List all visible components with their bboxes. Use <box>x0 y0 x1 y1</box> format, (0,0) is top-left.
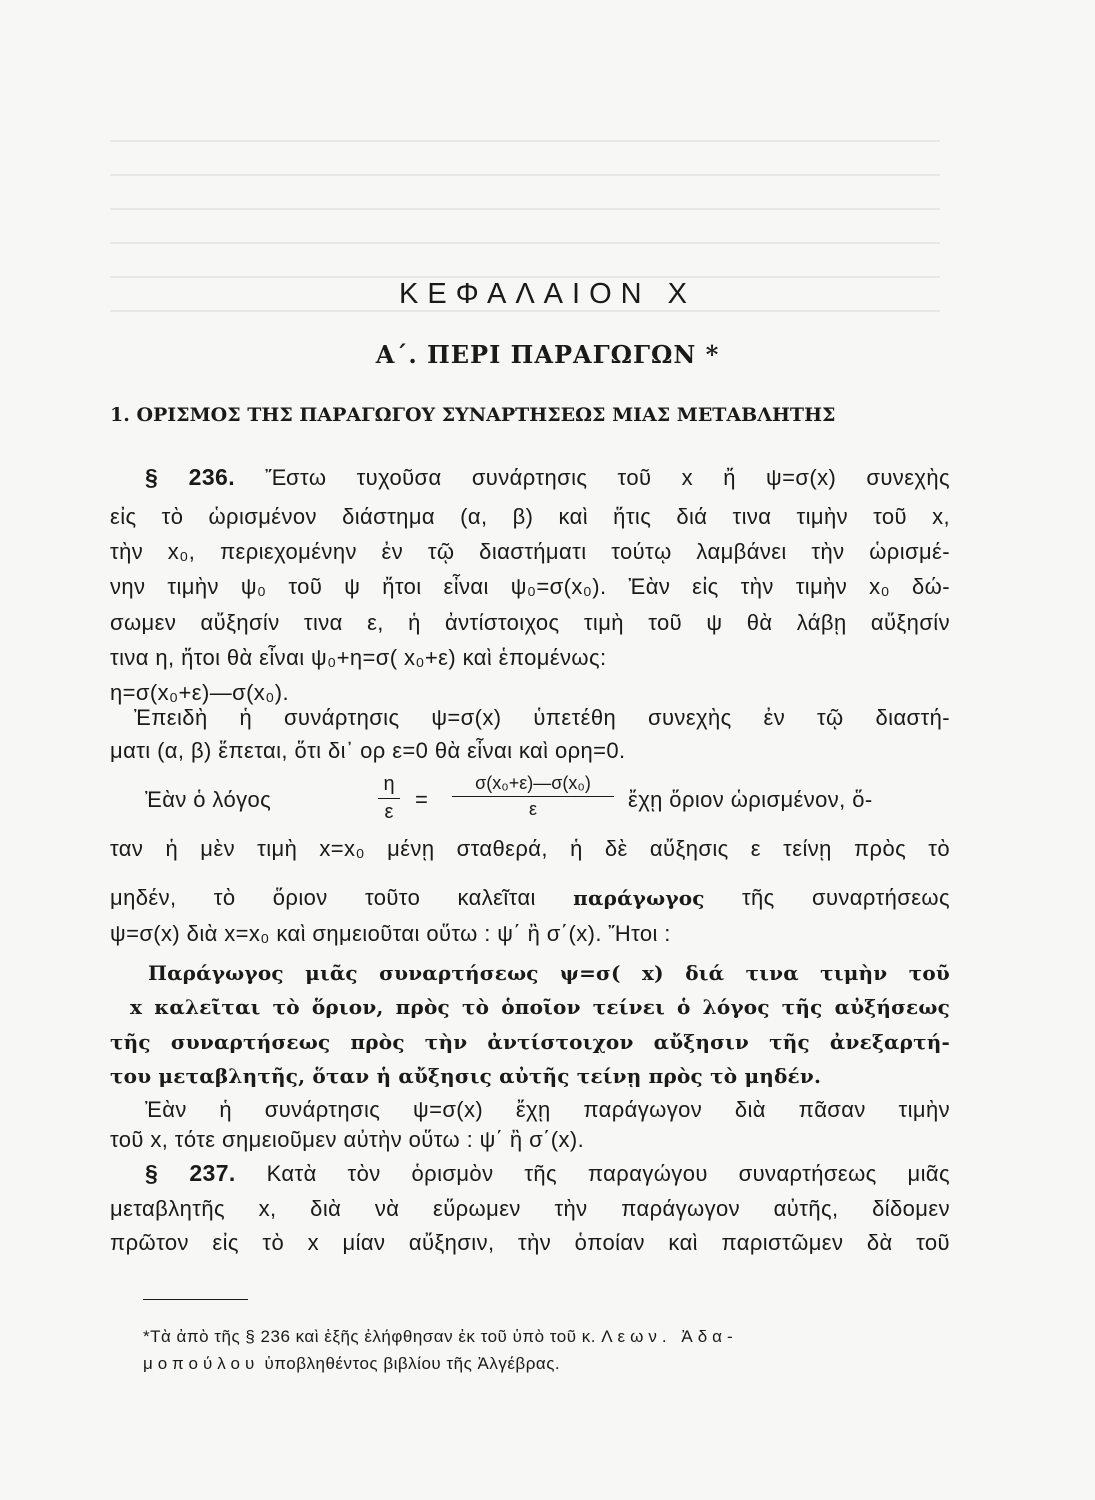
paragraph-line: πρῶτον εἰς τὸ x μίαν αὔξησιν, τὴν ὁποίαν καὶ παριστῶμεν δὰ τοῦ <box>110 1230 950 1255</box>
difference-quotient-fraction <box>452 773 614 820</box>
paragraph-line: ἔχῃ ὅριον ὡρισμένον, ὅ- <box>628 787 873 812</box>
paragraph-line: Ἐὰν ἡ συνάρτησις ψ=σ(x) ἔχῃ παράγωγον διὰ πᾶσαν τιμὴν <box>145 1097 950 1122</box>
part-title: Α΄. ΠΕΡΙ ΠΑΡΑΓΩΓΩΝ * <box>375 340 720 369</box>
text-span: Κατὰ τὸν ὁρισμὸν τῆς παραγώγου συναρτήσεως μιᾶς <box>266 1161 950 1186</box>
section-number: § 237. <box>145 1160 236 1186</box>
footnote-line <box>143 1354 943 1374</box>
paragraph-line: τοῦ x, τότε σημειοῦμεν αὐτὴν οὕτω : ψ΄ ἢ σ΄(x). <box>110 1127 585 1152</box>
footnote-text: *Τὰ ἀπὸ τῆς § 236 καὶ ἑξῆς ἐλήφθησαν ἐκ τοῦ ὑπὸ τοῦ κ. <box>143 1327 596 1346</box>
paragraph-line: Ἐὰν ὁ λόγος <box>145 787 272 812</box>
term-derivative: παράγωγος <box>573 886 705 910</box>
text-span: μηδέν, τὸ ὅριον τοῦτο καλεῖται <box>110 885 536 910</box>
section-number: § 236. <box>145 464 236 490</box>
fraction-denominator: ε <box>384 801 394 823</box>
paragraph-line: ψ=σ(x) διὰ x=x₀ καὶ σημειοῦται οὕτω : ψ΄ ἢ σ΄(x). Ἤτοι : <box>110 921 671 946</box>
text-span: Ἔστω τυχοῦσα συνάρτησις τοῦ x ἤ ψ=σ(x) συνεχὴς <box>265 465 950 490</box>
definition-line: x καλεῖται τὸ ὅριον, πρὸς τὸ ὁποῖον τείνει ὁ λόγος τῆς αὐξήσεως <box>130 995 950 1019</box>
paragraph-line: εἰς τὸ ὡρισμένον διάστημα (α, β) καὶ ἥτις διά τινα τιμὴν τοῦ x, <box>110 504 950 529</box>
fraction-bar <box>378 798 400 799</box>
chapter-title: ΚΕΦΑΛΑΙΟΝ Χ <box>398 278 696 310</box>
fraction-denominator: ε <box>528 799 538 819</box>
fraction-eta-over-epsilon <box>378 773 400 824</box>
paragraph-line: νην τιμὴν ψ₀ τοῦ ψ ἤτοι εἶναι ψ₀=σ(x₀). Ἐὰν εἰς τὴν τιμὴν x₀ δώ- <box>110 574 950 599</box>
footnote-text: ὑποβληθέντος βιβλίου τῆς Ἀλγέβρας. <box>264 1354 561 1373</box>
paragraph-line <box>110 885 950 911</box>
fraction-bar <box>452 796 614 797</box>
section-heading: 1. ΟΡΙΣΜΟΣ ΤΗΣ ΠΑΡΑΓΩΓΟΥ ΣΥΝΑΡΤΗΣΕΩΣ ΜΙΑΣ ΜΕΤΑΒΛΗΤΗΣ <box>110 404 836 426</box>
definition-line: του μεταβλητῆς, ὅταν ἡ αὔξησις αὐτῆς τείνῃ πρὸς τὸ μηδέν. <box>110 1064 822 1088</box>
paragraph-line: ταν ἡ μὲν τιμὴ x=x₀ μένῃ σταθερά, ἡ δὲ αὔξησις ε τείνῃ πρὸς τὸ <box>110 836 950 861</box>
fraction-numerator: η <box>383 773 395 795</box>
definition-line: τῆς συναρτήσεως πρὸς τὴν ἀντίστοιχον αὔξησιν τῆς ἀνεξαρτή- <box>110 1030 950 1054</box>
paragraph-line: τινα η, ἤτοι θὰ εἶναι ψ₀+η=σ( x₀+ε) καὶ ἑπομένως: <box>110 645 607 670</box>
paragraph-line: τὴν x₀, περιεχομένην ἐν τῷ διαστήματι τούτῳ λαμβάνει τὴν ὡρισμέ- <box>110 539 950 564</box>
text-span: τῆς συναρτήσεως <box>741 885 950 910</box>
paragraph-line: μεταβλητῆς x, διὰ νὰ εὕρωμεν τὴν παράγωγον αὐτῆς, δίδομεν <box>110 1196 950 1221</box>
paragraph-line <box>110 464 950 491</box>
footnote-author: Λεων. Ἀδα- <box>601 1327 738 1346</box>
equals-sign: = <box>415 787 429 812</box>
fraction-numerator: σ(x₀+ε)—σ(x₀) <box>475 773 591 793</box>
paragraph-line: η=σ(x₀+ε)—σ(x₀). <box>110 680 289 705</box>
footnote-line <box>143 1327 943 1347</box>
paragraph-line: Ἐπειδὴ ἡ συνάρτησις ψ=σ(x) ὑπετέθη συνεχὴς ἐν τῷ διαστή- <box>134 705 950 730</box>
footnote-rule <box>143 1299 248 1300</box>
footnote-author: μοπούλου <box>143 1354 260 1373</box>
paragraph-line: ματι (α, β) ἕπεται, ὅτι δι᾿ ορ ε=0 θὰ εἶναι καὶ ορη=0. <box>110 738 626 763</box>
paragraph-line <box>110 1160 950 1187</box>
definition-line: Παράγωγος μιᾶς συναρτήσεως ψ=σ( x) διά τινα τιμὴν τοῦ <box>148 961 950 985</box>
paragraph-line: σωμεν αὔξησίν τινα ε, ἡ ἀντίστοιχος τιμὴ τοῦ ψ θὰ λάβῃ αὔξησίν <box>110 610 950 635</box>
